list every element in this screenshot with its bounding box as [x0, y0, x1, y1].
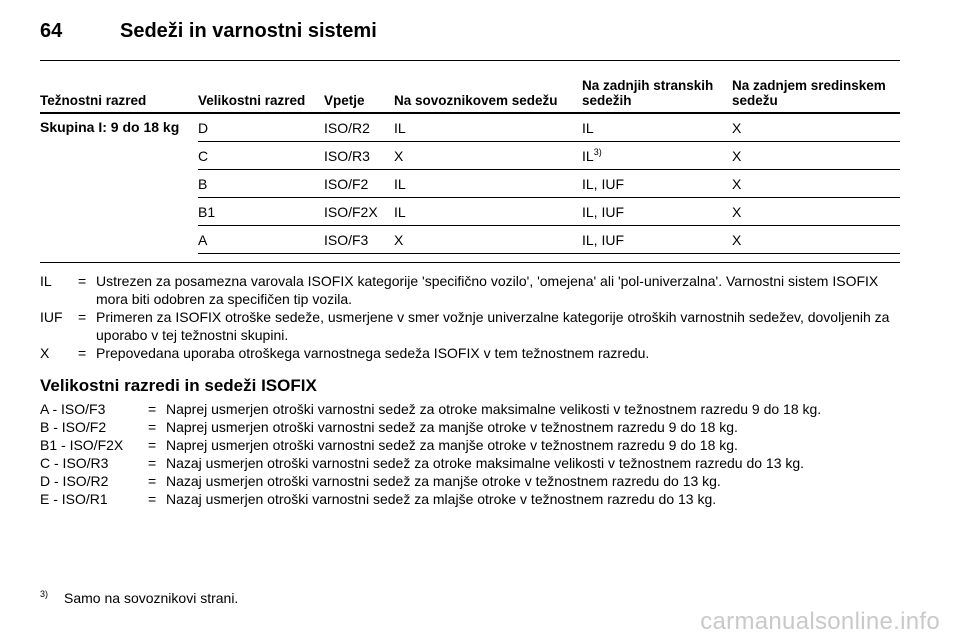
column-header: Na zadnjem sredinskem sedežu: [732, 78, 900, 113]
table-row: [40, 113, 900, 142]
size-class-text: Nazaj usmerjen otroški varnostni sedež za mlajše otroke v težnostnem razredu do 13 kg.: [166, 491, 717, 507]
rear-center-seat-cell: X: [732, 198, 900, 226]
size-class-key: E - ISO/R1: [40, 491, 108, 507]
page-title: Sedeži in varnostni sistemi: [120, 20, 377, 42]
fixture-cell: ISO/F2X: [324, 198, 394, 226]
rear-center-seat-cell: X: [732, 142, 900, 170]
list-item: D - ISO/R2 = Nazaj usmerjen otroški varnostni sedež za manjše otroke v težnostnem razredu do 13 kg.: [40, 472, 902, 490]
size-class-key: B1 - ISO/F2X: [40, 437, 124, 453]
legend-text: Ustrezen za posamezna varovala ISOFIX kategorije 'specifično vozilo', 'omejena' ali 'pol-univerzalna'. Varnostni sistem ISOFIX mora biti odobren za specifičen tip vozila.: [96, 273, 879, 307]
isofix-table: [40, 78, 900, 254]
column-header: Težnostni razred: [40, 78, 198, 113]
list-item: E - ISO/R1 = Nazaj usmerjen otroški varnostni sedež za mlajše otroke v težnostnem razredu do 13 kg.: [40, 490, 902, 508]
size-class-cell: C: [198, 142, 324, 170]
rear-center-seat-cell: X: [732, 226, 900, 254]
page-number: 64: [40, 20, 63, 42]
fixture-cell: ISO/F3: [324, 226, 394, 254]
header-rule: [40, 60, 900, 61]
section-heading: Velikostni razredi in sedeži ISOFIX: [40, 376, 317, 395]
legend-text: Prepovedana uporaba otroškega varnostnega sedeža ISOFIX v tem težnostnem razredu.: [96, 345, 650, 361]
rear-center-seat-cell: X: [732, 113, 900, 142]
legend-item: IL = Ustrezen za posamezna varovala ISOFIX kategorije 'specifično vozilo', 'omejena' ali 'pol-univerzalna'. Varnostni sistem ISOFIX mora biti odobren za specifičen tip vozila.: [40, 272, 902, 308]
footnote: [40, 590, 238, 606]
footnote-ref: 3): [593, 146, 602, 157]
footnote-text: Samo na sovoznikovi strani.: [64, 590, 239, 606]
fixture-cell: ISO/F2: [324, 170, 394, 198]
legend-key: IUF: [40, 309, 63, 325]
list-item: B - ISO/F2 = Naprej usmerjen otroški varnostni sedež za manjše otroke v težnostnem razredu 9 do 18 kg.: [40, 418, 902, 436]
size-class-cell: B1: [198, 198, 324, 226]
rear-side-seat-cell: IL, IUF: [582, 170, 732, 198]
legend: [40, 272, 902, 362]
legend-item: X = Prepovedana uporaba otroškega varnostnega sedeža ISOFIX v tem težnostnem razredu.: [40, 344, 902, 362]
column-header: Vpetje: [324, 78, 394, 113]
passenger-seat-cell: IL: [394, 170, 582, 198]
size-class-list: [40, 400, 902, 508]
size-class-cell: D: [198, 113, 324, 142]
list-item: B1 - ISO/F2X = Naprej usmerjen otroški varnostni sedež za manjše otroke v težnostnem razredu 9 do 18 kg.: [40, 436, 902, 454]
footnote-mark: 3): [40, 589, 49, 599]
legend-text: Primeren za ISOFIX otroške sedeže, usmerjene v smer vožnje univerzalne kategorije otroških varnostnih sedežev, dovoljenih za uporabo v tej težnostni skupini.: [96, 309, 890, 343]
column-header: Velikostni razred: [198, 78, 324, 113]
size-class-key: D - ISO/R2: [40, 473, 109, 489]
legend-key: X: [40, 345, 50, 361]
rear-side-seat-cell: IL, IUF: [582, 198, 732, 226]
rear-center-seat-cell: X: [732, 170, 900, 198]
weight-group-cell: Skupina I: 9 do 18 kg: [40, 119, 180, 135]
column-header: Na zadnjih stranskih sedežih: [582, 78, 732, 113]
page-header: [40, 20, 377, 43]
size-class-key: A - ISO/F3: [40, 401, 106, 417]
rear-side-seat-cell: IL, IUF: [582, 226, 732, 254]
size-class-text: Naprej usmerjen otroški varnostni sedež za otroke maksimalne velikosti v težnostnem razredu 9 do 18 kg.: [166, 401, 822, 417]
fixture-cell: ISO/R2: [324, 113, 394, 142]
size-class-text: Naprej usmerjen otroški varnostni sedež za manjše otroke v težnostnem razredu 9 do 18 kg.: [166, 437, 738, 453]
legend-key: IL: [40, 273, 52, 289]
list-item: A - ISO/F3 = Naprej usmerjen otroški varnostni sedež za otroke maksimalne velikosti v težnostnem razredu 9 do 18 kg.: [40, 400, 902, 418]
passenger-seat-cell: IL: [394, 198, 582, 226]
table-header-row: [40, 78, 900, 113]
size-class-text: Nazaj usmerjen otroški varnostni sedež za manjše otroke v težnostnem razredu do 13 kg.: [166, 473, 721, 489]
size-class-text: Naprej usmerjen otroški varnostni sedež za manjše otroke v težnostnem razredu 9 do 18 kg.: [166, 419, 738, 435]
size-class-key: B - ISO/F2: [40, 419, 107, 435]
watermark: carmanualsonline.info: [700, 608, 940, 635]
passenger-seat-cell: IL: [394, 113, 582, 142]
rear-side-seat-cell: IL$^{3)}$: [582, 142, 732, 170]
size-class-key: C - ISO/R3: [40, 455, 109, 471]
size-class-text: Nazaj usmerjen otroški varnostni sedež za otroke maksimalne velikosti v težnostnem razredu do 13 kg.: [166, 455, 805, 471]
size-class-cell: B: [198, 170, 324, 198]
table-bottom-rule: [40, 262, 900, 263]
list-item: C - ISO/R3 = Nazaj usmerjen otroški varnostni sedež za otroke maksimalne velikosti v težnostnem razredu do 13 kg.: [40, 454, 902, 472]
rear-side-seat-cell: IL: [582, 113, 732, 142]
legend-item: IUF = Primeren za ISOFIX otroške sedeže, usmerjene v smer vožnje univerzalne kategorije otroških varnostnih sedežev, dovoljenih za uporabo v tej težnostni skupini.: [40, 308, 902, 344]
passenger-seat-cell: X: [394, 226, 582, 254]
fixture-cell: ISO/R3: [324, 142, 394, 170]
column-header: Na sovoznikovem sedežu: [394, 78, 582, 113]
passenger-seat-cell: X: [394, 142, 582, 170]
size-class-cell: A: [198, 226, 324, 254]
